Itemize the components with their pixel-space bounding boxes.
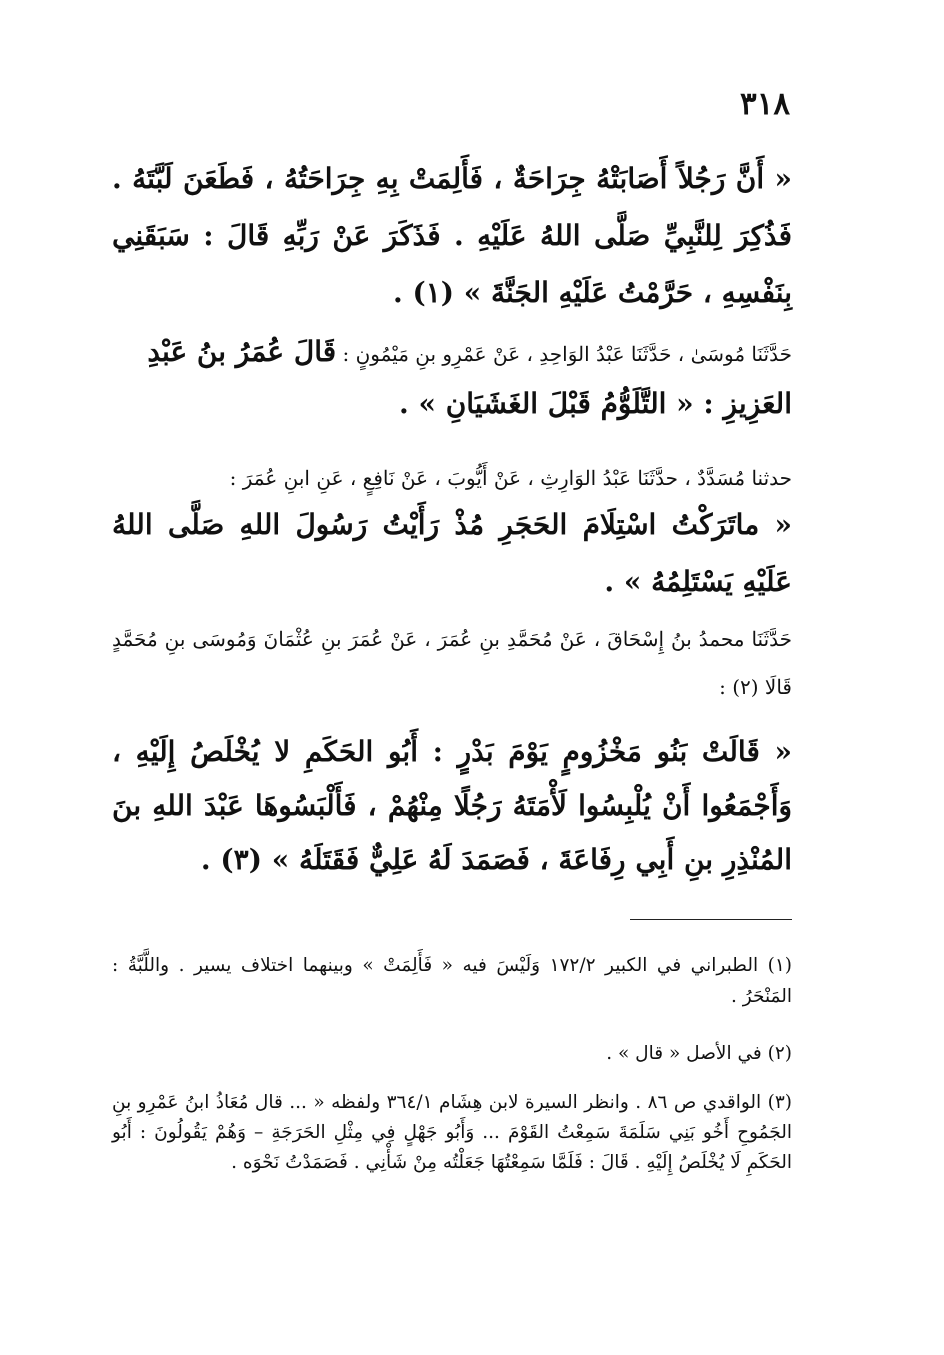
mixed-paragraph — [112, 330, 792, 432]
page-number: ٣١٨ — [740, 86, 790, 122]
footnote-3: (٣) الواقدي ص ٨٦ . وانظر السيرة لابن هِشَام ٣٦٤/١ ولفظه « ... قال مُعَاذُ ابنُ عَمْرِو بنِ الجَمُوحِ أَخُو بَنِي سَلَمَةَ سَمِعْتُ القَوْمَ ... وَأَبُو جَهْلٍ فِي مِثْلِ الحَرَجَةِ – وَهُمْ يَقُولُونَ : أَبُو الحَكَمِ لَا يُخْلَصُ إِلَيْهِ . قَالَ : فَلَمَّا سَمِعْتُهَا جَعَلْتُه مِنْ شَأْنِي . فَصَمَدْتُ نَحْوَه . — [112, 1092, 793, 1173]
isnad-paragraph: حَدَّثَنَا محمدُ بنُ إِسْحَاقَ ، عَنْ مُحَمَّدِ بنِ عُمَرَ ، عَنْ عُمَرَ بنِ عُثْمَانَ وَمُوسَى بنِ مُحَمَّدٍ قَالَا (٢) : — [112, 627, 792, 699]
isnad-paragraph: حدثنا مُسَدَّدٌ ، حدَّثَنَا عَبْدُ الوَارِثِ ، عَنْ أَيُّوبَ ، عَنْ نَافِعٍ ، عَنِ ابنِ عُمَرَ : — [229, 466, 792, 490]
footnote-2: (٢) في الأصل « قال » . — [606, 1043, 792, 1064]
hadith-text-continued: العَزِيزِ : « التَّلَوُّمُ قَبْلَ الغَشَيَانِ » . — [398, 387, 792, 420]
hadith-paragraph: « ماتَرَكْتُ اسْتِلَامَ الحَجَرِ مُذْ رَأَيْتُ رَسُولَ اللهِ صَلَّى اللهُ عَلَيْهِ يَسْتَلِمُهُ » . — [112, 508, 792, 598]
hadith-paragraph: « قَالَتْ بَنُو مَخْزُومٍ يَوْمَ بَدْرٍ : أَبُو الحَكَمِ لا يُخْلَصُ إِلَيْهِ ، وَأَجْمَعُوا أَنْ يُلْبِسُوا لَأْمَتَهُ رَجُلًا مِنْهُمْ ، فَأَلْبَسُوهَا عَبْدَ اللهِ بنَ المُنْذِرِ بنِ أَبِي رِفَاعَةَ ، فَصَمَدَ لَهُ عَلِيٌّ فَقَتَلَهُ » (٣) . — [112, 735, 792, 876]
hadith-paragraph: « أَنَّ رَجُلاً أَصَابَتْهُ جِرَاحَةٌ ، فَأَلِمَتْ بِهِ جِرَاحَتُهُ ، فَطَعَنَ لَبَّتَهُ . فَذُكِرَ لِلنَّبِيِّ صَلَّى اللهُ عَلَيْهِ . فَذَكَرَ عَنْ رَبِّهِ قَالَ : سَبَقَنِي بِنَفْسِهِ ، حَرَّمْتُ عَلَيْهِ الجَنَّةَ » (١) . — [112, 162, 792, 309]
footnote-1: (١) الطبراني في الكبير ١٧٢/٢ وَلَيْسَ فيه « فَأَلِمَتْ » وبينهما اختلاف يسير . واللَّبَّةُ : المَنْحَرُ . — [112, 955, 792, 1007]
footnote-divider — [630, 919, 792, 920]
hadith-text: قَالَ عُمَرُ بنُ عَبْدِ — [147, 335, 337, 368]
isnad-text: حَدَّثَنَا مُوسَىٰ ، حَدَّثَنَا عَبْدُ الوَاحِدِ ، عَنْ عَمْرِو بنِ مَيْمُونٍ : — [342, 342, 792, 366]
